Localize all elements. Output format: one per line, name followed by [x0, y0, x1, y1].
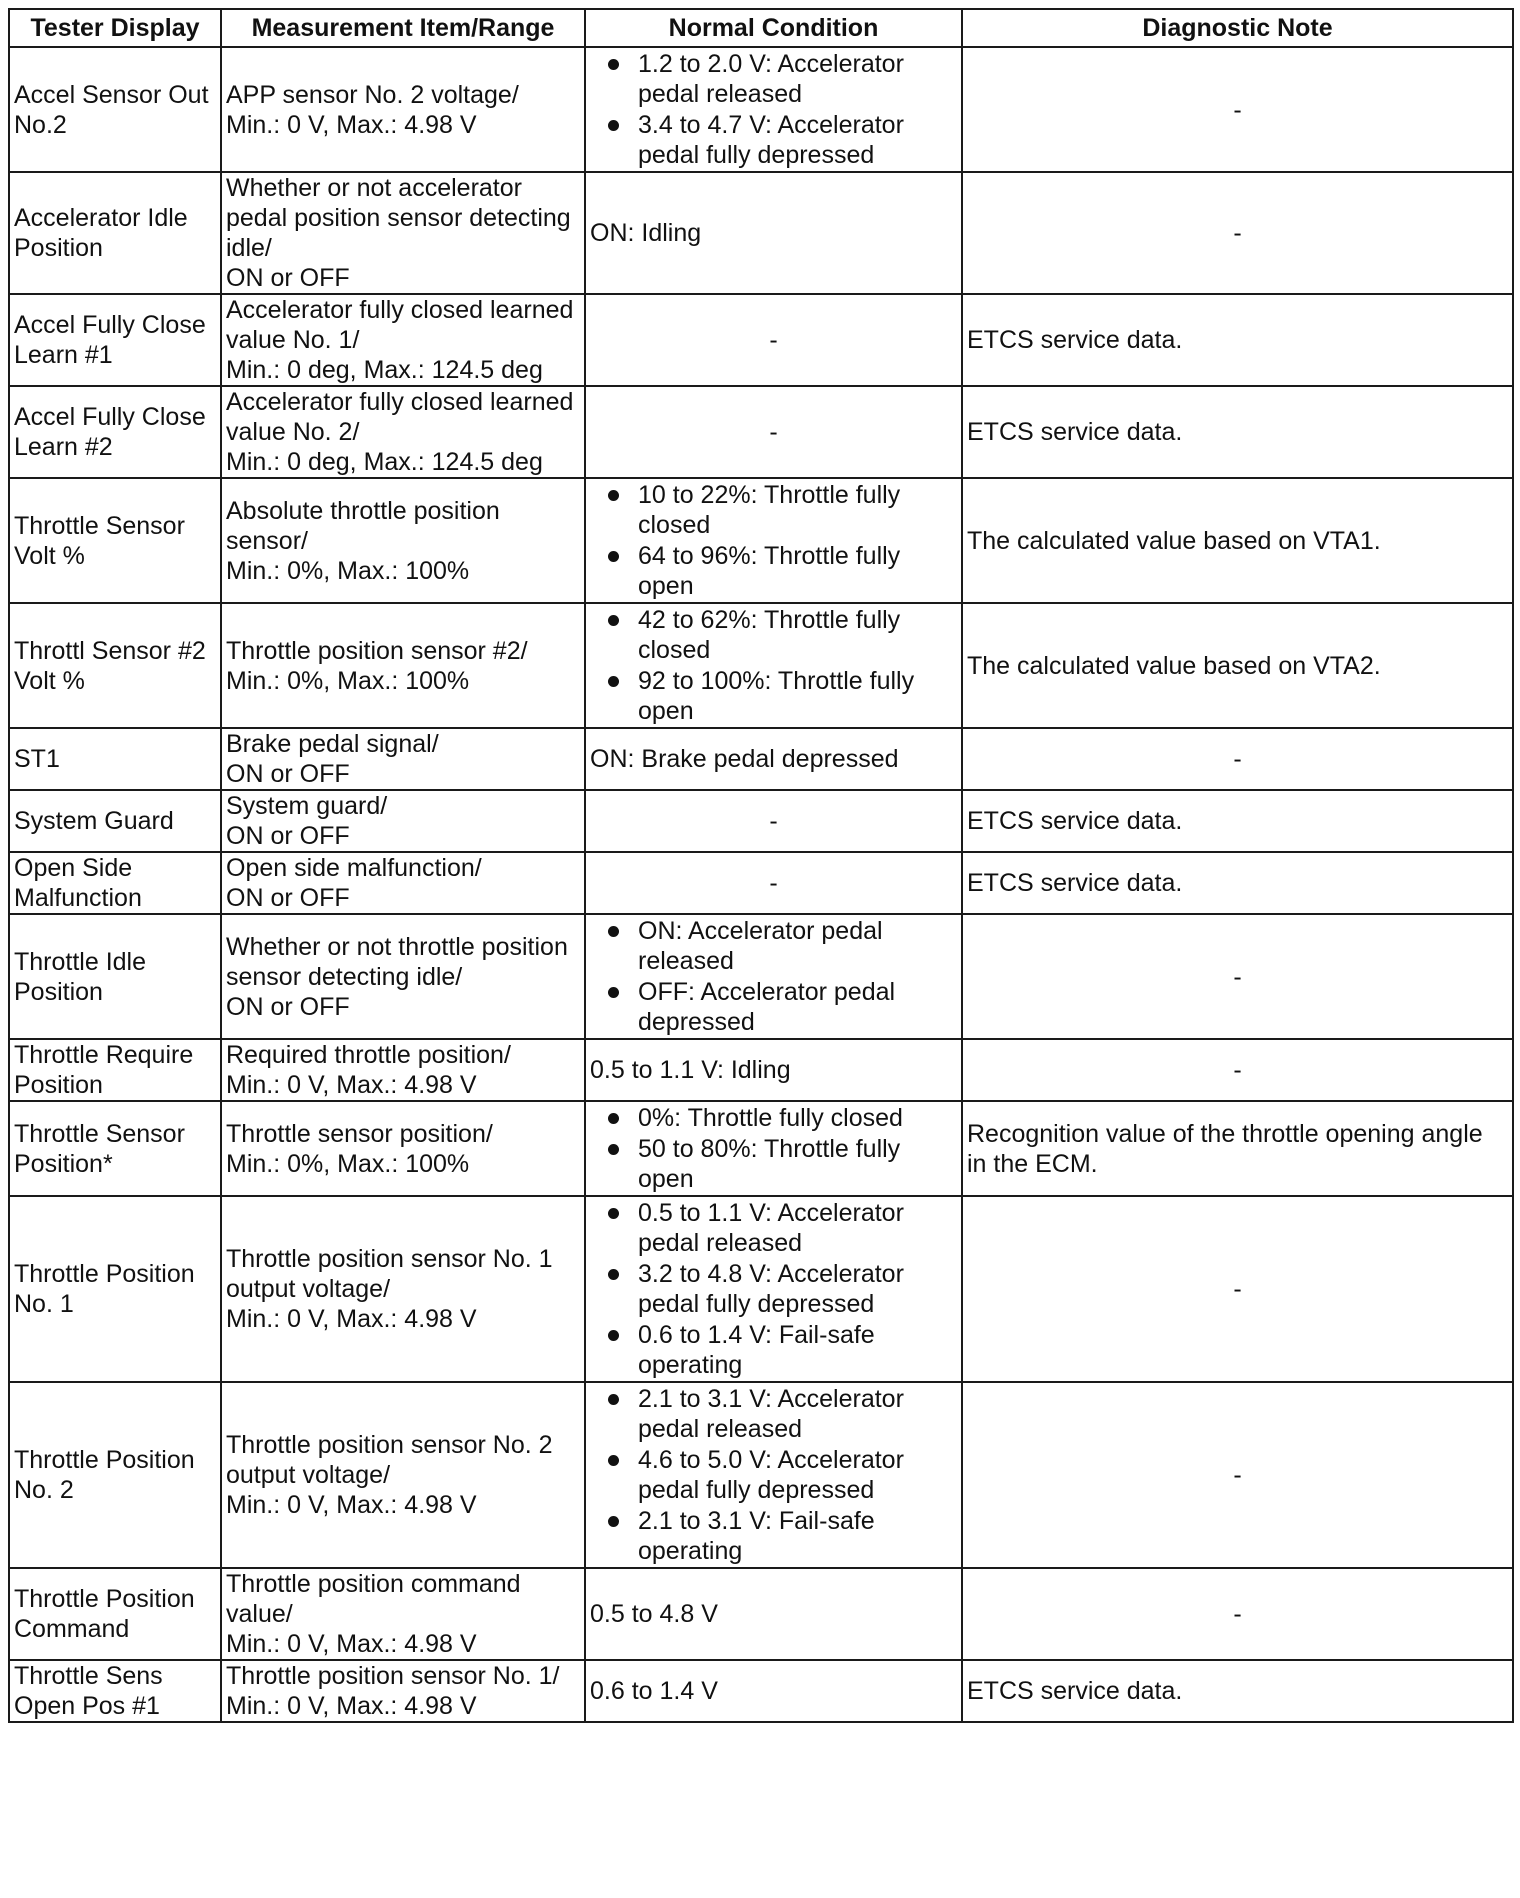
normal-condition-text: ON: Idling — [590, 219, 702, 247]
tester-display-text: System Guard — [14, 807, 174, 835]
cell-measurement-item — [221, 1382, 585, 1568]
normal-condition-list — [590, 1198, 957, 1380]
normal-condition-text: 0.5 to 4.8 V — [590, 1600, 718, 1628]
measurement-item-text: Required throttle position/ Min.: 0 V, Max.: 4.98 V — [226, 1041, 511, 1099]
normal-condition-list — [590, 480, 957, 601]
tester-display-text: Accel Fully Close Learn #1 — [14, 311, 206, 369]
cell-diagnostic-note — [962, 294, 1513, 386]
cell-tester-display — [9, 603, 221, 728]
cell-normal-condition — [585, 914, 962, 1039]
diagnostic-note-text: ETCS service data. — [967, 418, 1183, 446]
table-row — [9, 478, 1513, 603]
diagnostic-note-text: - — [1233, 1275, 1242, 1303]
cell-tester-display — [9, 172, 221, 294]
normal-condition-text: - — [769, 418, 778, 446]
diagnostic-note-text: The calculated value based on VTA2. — [967, 651, 1381, 680]
header-measurement-item: Measurement Item/Range — [221, 9, 585, 47]
cell-diagnostic-note — [962, 172, 1513, 294]
normal-condition-item: 0.6 to 1.4 V: Fail-safe operating — [590, 1320, 957, 1380]
table-row — [9, 914, 1513, 1039]
document-page — [8, 8, 1514, 1723]
diagnostic-note-text: - — [1233, 1461, 1242, 1489]
diagnostic-note-text: Recognition value of the throttle opening angle in the ECM. — [967, 1119, 1483, 1178]
cell-tester-display — [9, 1196, 221, 1382]
diagnostic-note-text: - — [1233, 1056, 1242, 1084]
cell-tester-display — [9, 1101, 221, 1196]
cell-diagnostic-note — [962, 914, 1513, 1039]
table-row — [9, 386, 1513, 478]
cell-normal-condition — [585, 1039, 962, 1101]
cell-diagnostic-note — [962, 386, 1513, 478]
cell-tester-display — [9, 1568, 221, 1660]
cell-measurement-item — [221, 294, 585, 386]
normal-condition-text: - — [769, 326, 778, 354]
table-row — [9, 47, 1513, 172]
diagnostic-note-text: The calculated value based on VTA1. — [967, 526, 1381, 555]
cell-diagnostic-note — [962, 1101, 1513, 1196]
normal-condition-item: 3.4 to 4.7 V: Accelerator pedal fully depressed — [590, 110, 957, 170]
cell-tester-display — [9, 1039, 221, 1101]
normal-condition-list — [590, 605, 957, 726]
diagnostic-note-text: ETCS service data. — [967, 326, 1183, 354]
cell-measurement-item — [221, 914, 585, 1039]
normal-condition-item: OFF: Accelerator pedal depressed — [590, 977, 957, 1037]
cell-measurement-item — [221, 852, 585, 914]
normal-condition-item: 1.2 to 2.0 V: Accelerator pedal released — [590, 49, 957, 109]
diagnostic-note-text: - — [1233, 95, 1242, 124]
normal-condition-text: - — [769, 807, 778, 835]
cell-measurement-item — [221, 478, 585, 603]
normal-condition-list — [590, 916, 957, 1037]
measurement-item-text: Throttle position sensor No. 1/ Min.: 0 V, Max.: 4.98 V — [226, 1662, 560, 1720]
tester-display-text: Throttle Position Command — [14, 1585, 195, 1643]
diagnostic-note-text: - — [1233, 745, 1242, 773]
normal-condition-text: 0.6 to 1.4 V — [590, 1677, 718, 1705]
cell-diagnostic-note — [962, 1382, 1513, 1568]
cell-normal-condition — [585, 790, 962, 852]
diagnostic-note-text: ETCS service data. — [967, 807, 1183, 835]
cell-tester-display — [9, 294, 221, 386]
measurement-item-text: Accelerator fully closed learned value No. 1/ Min.: 0 deg, Max.: 124.5 deg — [226, 296, 574, 384]
tester-display-text: Throttle Sensor Volt % — [14, 511, 185, 570]
cell-tester-display — [9, 852, 221, 914]
header-tester-display: Tester Display — [9, 9, 221, 47]
measurement-item-text: Brake pedal signal/ ON or OFF — [226, 730, 439, 788]
cell-normal-condition — [585, 728, 962, 790]
normal-condition-list — [590, 1384, 957, 1566]
tester-display-text: Accelerator Idle Position — [14, 204, 188, 262]
measurement-item-text: Absolute throttle position sensor/ Min.: 0%, Max.: 100% — [226, 496, 500, 585]
table-row — [9, 728, 1513, 790]
cell-normal-condition — [585, 386, 962, 478]
cell-normal-condition — [585, 294, 962, 386]
normal-condition-item: 10 to 22%: Throttle fully closed — [590, 480, 957, 540]
normal-condition-item: 0%: Throttle fully closed — [590, 1103, 957, 1133]
table-row — [9, 1039, 1513, 1101]
normal-condition-list — [590, 49, 957, 170]
cell-normal-condition — [585, 852, 962, 914]
cell-diagnostic-note — [962, 1660, 1513, 1722]
table-row — [9, 172, 1513, 294]
cell-normal-condition — [585, 47, 962, 172]
tester-display-text: Throttle Sens Open Pos #1 — [14, 1662, 163, 1720]
tester-display-text: Accel Sensor Out No.2 — [14, 80, 209, 139]
tester-display-text: Throttle Sensor Position* — [14, 1119, 185, 1178]
tester-display-text: ST1 — [14, 745, 60, 773]
cell-diagnostic-note — [962, 790, 1513, 852]
cell-normal-condition — [585, 478, 962, 603]
measurement-item-text: Whether or not throttle position sensor detecting idle/ ON or OFF — [226, 932, 568, 1021]
cell-normal-condition — [585, 603, 962, 728]
normal-condition-item: 50 to 80%: Throttle fully open — [590, 1134, 957, 1194]
cell-measurement-item — [221, 1568, 585, 1660]
cell-measurement-item — [221, 1196, 585, 1382]
normal-condition-item: ON: Accelerator pedal released — [590, 916, 957, 976]
cell-tester-display — [9, 790, 221, 852]
table-row — [9, 603, 1513, 728]
measurement-item-text: Throttle position sensor #2/ Min.: 0%, Max.: 100% — [226, 636, 528, 695]
tester-display-text: Throttle Idle Position — [14, 947, 147, 1006]
normal-condition-item: 2.1 to 3.1 V: Accelerator pedal released — [590, 1384, 957, 1444]
table-row — [9, 790, 1513, 852]
cell-tester-display — [9, 728, 221, 790]
normal-condition-text: - — [769, 869, 778, 897]
table-row — [9, 852, 1513, 914]
cell-normal-condition — [585, 1101, 962, 1196]
cell-normal-condition — [585, 1568, 962, 1660]
measurement-item-text: Whether or not accelerator pedal position sensor detecting idle/ ON or OFF — [226, 174, 571, 292]
measurement-item-text: Open side malfunction/ ON or OFF — [226, 854, 482, 912]
measurement-item-text: Throttle position sensor No. 1 output voltage/ Min.: 0 V, Max.: 4.98 V — [226, 1245, 553, 1333]
cell-measurement-item — [221, 1660, 585, 1722]
table-row — [9, 1196, 1513, 1382]
header-normal-condition: Normal Condition — [585, 9, 962, 47]
measurement-item-text: Throttle position command value/ Min.: 0 V, Max.: 4.98 V — [226, 1570, 521, 1658]
normal-condition-text: 0.5 to 1.1 V: Idling — [590, 1056, 791, 1084]
cell-tester-display — [9, 386, 221, 478]
cell-normal-condition — [585, 1382, 962, 1568]
normal-condition-item: 42 to 62%: Throttle fully closed — [590, 605, 957, 665]
cell-diagnostic-note — [962, 852, 1513, 914]
cell-diagnostic-note — [962, 1039, 1513, 1101]
cell-measurement-item — [221, 728, 585, 790]
normal-condition-text: ON: Brake pedal depressed — [590, 745, 899, 773]
cell-diagnostic-note — [962, 728, 1513, 790]
table-header-row — [9, 9, 1513, 47]
cell-tester-display — [9, 914, 221, 1039]
cell-normal-condition — [585, 172, 962, 294]
table-row — [9, 294, 1513, 386]
normal-condition-item: 0.5 to 1.1 V: Accelerator pedal released — [590, 1198, 957, 1258]
diagnostic-note-text: - — [1233, 219, 1242, 247]
data-list-table — [8, 8, 1514, 1723]
diagnostic-note-text: ETCS service data. — [967, 869, 1183, 897]
tester-display-text: Throttle Position No. 1 — [14, 1260, 195, 1318]
tester-display-text: Throttle Require Position — [14, 1041, 194, 1099]
normal-condition-item: 92 to 100%: Throttle fully open — [590, 666, 957, 726]
cell-diagnostic-note — [962, 603, 1513, 728]
cell-tester-display — [9, 1382, 221, 1568]
cell-measurement-item — [221, 1101, 585, 1196]
measurement-item-text: Throttle sensor position/ Min.: 0%, Max.: 100% — [226, 1119, 493, 1178]
cell-measurement-item — [221, 386, 585, 478]
cell-tester-display — [9, 478, 221, 603]
table-row — [9, 1382, 1513, 1568]
normal-condition-list — [590, 1103, 957, 1194]
cell-normal-condition — [585, 1196, 962, 1382]
tester-display-text: Accel Fully Close Learn #2 — [14, 403, 206, 461]
measurement-item-text: Accelerator fully closed learned value No. 2/ Min.: 0 deg, Max.: 124.5 deg — [226, 388, 574, 476]
cell-measurement-item — [221, 1039, 585, 1101]
cell-measurement-item — [221, 603, 585, 728]
diagnostic-note-text: - — [1233, 1600, 1242, 1628]
measurement-item-text: APP sensor No. 2 voltage/ Min.: 0 V, Max.: 4.98 V — [226, 80, 519, 139]
measurement-item-text: Throttle position sensor No. 2 output voltage/ Min.: 0 V, Max.: 4.98 V — [226, 1431, 553, 1519]
cell-tester-display — [9, 47, 221, 172]
measurement-item-text: System guard/ ON or OFF — [226, 792, 388, 850]
cell-diagnostic-note — [962, 478, 1513, 603]
diagnostic-note-text: - — [1233, 962, 1242, 991]
cell-diagnostic-note — [962, 47, 1513, 172]
cell-measurement-item — [221, 790, 585, 852]
table-row — [9, 1101, 1513, 1196]
tester-display-text: Throttle Position No. 2 — [14, 1446, 195, 1504]
table-row — [9, 1568, 1513, 1660]
normal-condition-item: 3.2 to 4.8 V: Accelerator pedal fully depressed — [590, 1259, 957, 1319]
tester-display-text: Throttl Sensor #2 Volt % — [14, 636, 206, 695]
cell-tester-display — [9, 1660, 221, 1722]
tester-display-text: Open Side Malfunction — [14, 854, 142, 912]
cell-measurement-item — [221, 47, 585, 172]
cell-measurement-item — [221, 172, 585, 294]
diagnostic-note-text: ETCS service data. — [967, 1677, 1183, 1705]
normal-condition-item: 4.6 to 5.0 V: Accelerator pedal fully depressed — [590, 1445, 957, 1505]
cell-normal-condition — [585, 1660, 962, 1722]
cell-diagnostic-note — [962, 1196, 1513, 1382]
cell-diagnostic-note — [962, 1568, 1513, 1660]
normal-condition-item: 64 to 96%: Throttle fully open — [590, 541, 957, 601]
header-diagnostic-note: Diagnostic Note — [962, 9, 1513, 47]
table-row — [9, 1660, 1513, 1722]
normal-condition-item: 2.1 to 3.1 V: Fail-safe operating — [590, 1506, 957, 1566]
